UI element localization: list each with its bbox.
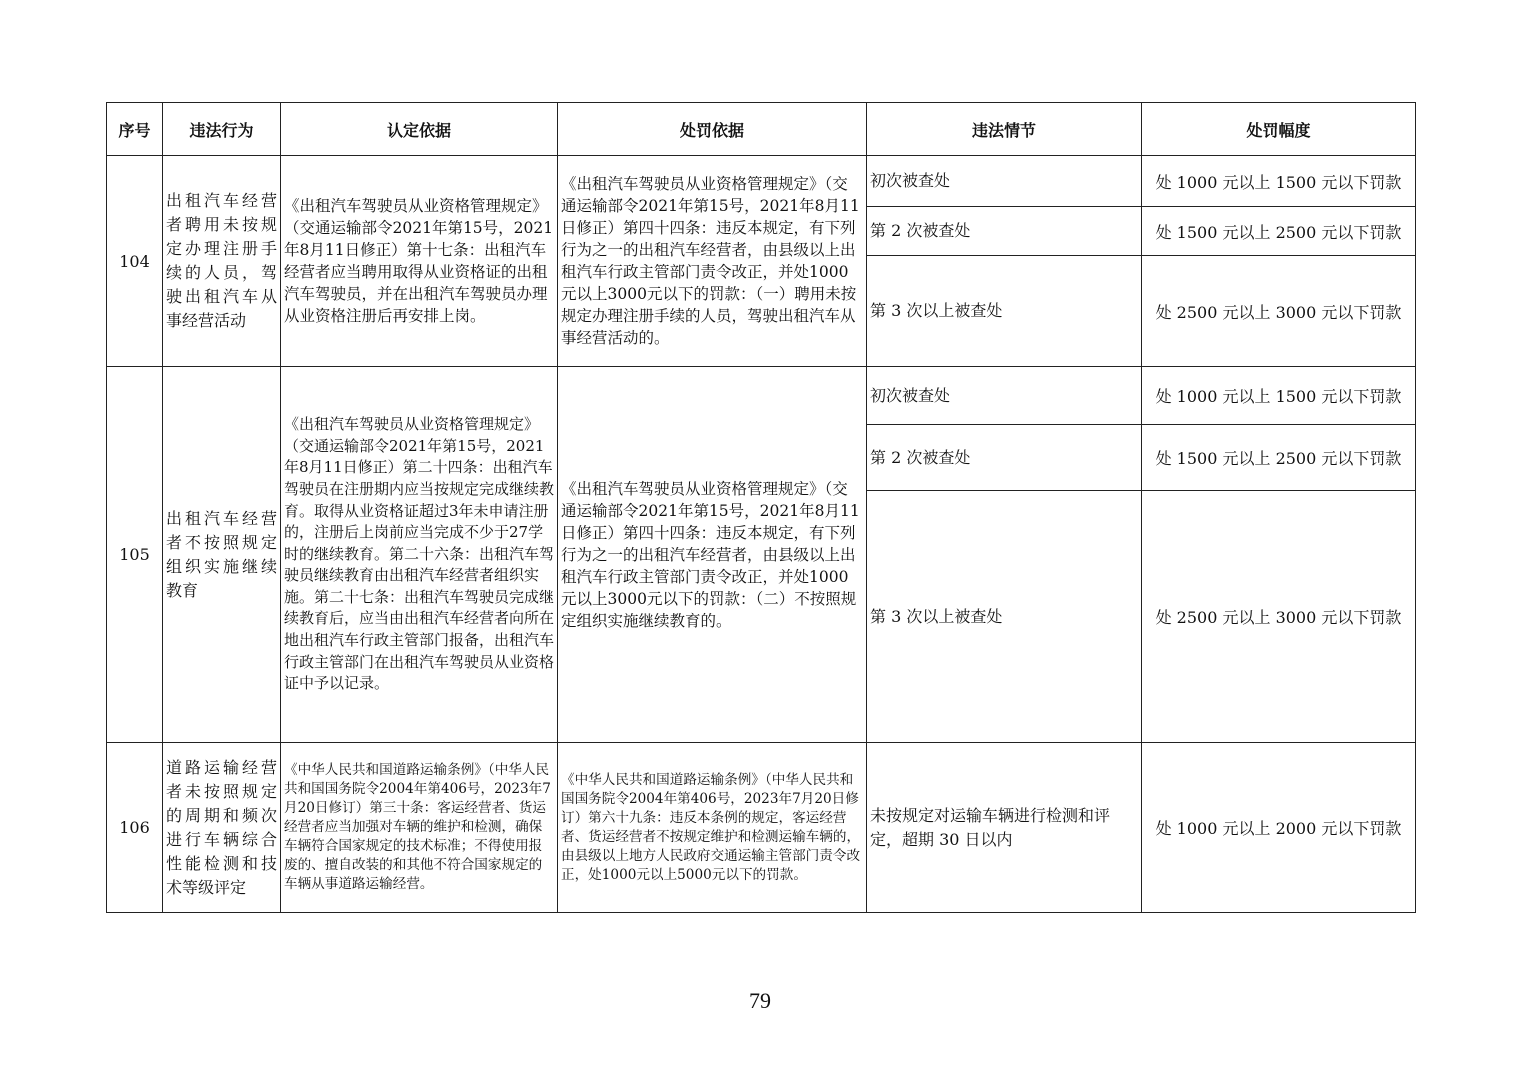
penalty-basis: 《中华人民共和国道路运输条例》（中华人民共和国国务院令2004年第406号，2023年7月20日修订）第六十九条：违反本条例的规定，客运经营者、货运经营者不按规定维护和检测运输车辆的，由县级以上地方人民政府交通运输主管部门责令改正，处1000元以上5000元以下的罚款。: [558, 743, 867, 913]
header-circumstance: 违法情节: [867, 103, 1142, 156]
penalty-range: 处 2500 元以上 3000 元以下罚款: [1142, 256, 1416, 367]
row-number: 105: [107, 367, 163, 743]
circumstance: 未按规定对运输车辆进行检测和评定，超期 30 日以内: [867, 743, 1142, 913]
circumstance: 第 2 次被查处: [867, 425, 1142, 491]
header-violation: 违法行为: [163, 103, 281, 156]
penalty-range: 处 1000 元以上 1500 元以下罚款: [1142, 367, 1416, 425]
penalty-basis: 《出租汽车驾驶员从业资格管理规定》（交通运输部令2021年第15号，2021年8月11日修正）第四十四条：违反本规定，有下列行为之一的出租汽车经营者，由县级以上出租汽车行政主管部门责令改正，并处1000元以上3000元以下的罚款：（二）不按照规定组织实施继续教育的。: [558, 367, 867, 743]
violation-act: 出租汽车经营者不按照规定组织实施继续教育: [163, 367, 281, 743]
row-number: 106: [107, 743, 163, 913]
table-row: [107, 743, 1416, 913]
row-number: 104: [107, 156, 163, 367]
circumstance: 第 3 次以上被查处: [867, 491, 1142, 743]
header-basis: 认定依据: [281, 103, 558, 156]
page-number: 79: [749, 988, 771, 1013]
circumstance: 第 3 次以上被查处: [867, 256, 1142, 367]
circumstance: 初次被查处: [867, 156, 1142, 207]
penalty-range: 处 1000 元以上 1500 元以下罚款: [1142, 156, 1416, 207]
penalty-basis: 《出租汽车驾驶员从业资格管理规定》（交通运输部令2021年第15号，2021年8月11日修正）第四十四条：违反本规定，有下列行为之一的出租汽车经营者，由县级以上出租汽车行政主管部门责令改正，并处1000元以上3000元以下的罚款：（一）聘用未按规定办理注册手续的人员，驾驶出租汽车从事经营活动的。: [558, 156, 867, 367]
circumstance: 第 2 次被查处: [867, 207, 1142, 256]
header-seq: 序号: [107, 103, 163, 156]
penalty-range: 处 2500 元以上 3000 元以下罚款: [1142, 491, 1416, 743]
header-penalty-basis: 处罚依据: [558, 103, 867, 156]
determination-basis: 《中华人民共和国道路运输条例》（中华人民共和国国务院令2004年第406号，2023年7月20日修订）第三十条：客运经营者、货运经营者应当加强对车辆的维护和检测，确保车辆符合国家规定的技术标准；不得使用报废的、擅自改装的和其他不符合国家规定的车辆从事道路运输经营。: [281, 743, 558, 913]
table-row: [107, 156, 1416, 207]
header-row: [107, 103, 1416, 156]
circumstance: 初次被查处: [867, 367, 1142, 425]
penalty-range: 处 1500 元以上 2500 元以下罚款: [1142, 207, 1416, 256]
determination-basis: 《出租汽车驾驶员从业资格管理规定》（交通运输部令2021年第15号，2021年8月11日修正）第十七条：出租汽车经营者应当聘用取得从业资格证的出租汽车驾驶员，并在出租汽车驾驶员办理从业资格注册后再安排上岗。: [281, 156, 558, 367]
violation-act: 出租汽车经营者聘用未按规定办理注册手续的人员，驾驶出租汽车从事经营活动: [163, 156, 281, 367]
determination-basis: 《出租汽车驾驶员从业资格管理规定》（交通运输部令2021年第15号，2021年8月11日修正）第二十四条：出租汽车驾驶员在注册期内应当按规定完成继续教育。取得从业资格证超过3年未申请注册的，注册后上岗前应当完成不少于27学时的继续教育。第二十六条：出租汽车驾驶员继续教育由出租汽车经营者组织实施。第二十七条：出租汽车驾驶员完成继续教育后，应当由出租汽车经营者向所在地出租汽车行政主管部门报备，出租汽车行政主管部门在出租汽车驾驶员从业资格证中予以记录。: [281, 367, 558, 743]
violation-act: 道路运输经营者未按照规定的周期和频次进行车辆综合性能检测和技术等级评定: [163, 743, 281, 913]
penalty-standard-table: [106, 102, 1416, 913]
header-penalty-range: 处罚幅度: [1142, 103, 1416, 156]
table-row: [107, 367, 1416, 425]
penalty-range: 处 1000 元以上 2000 元以下罚款: [1142, 743, 1416, 913]
penalty-range: 处 1500 元以上 2500 元以下罚款: [1142, 425, 1416, 491]
